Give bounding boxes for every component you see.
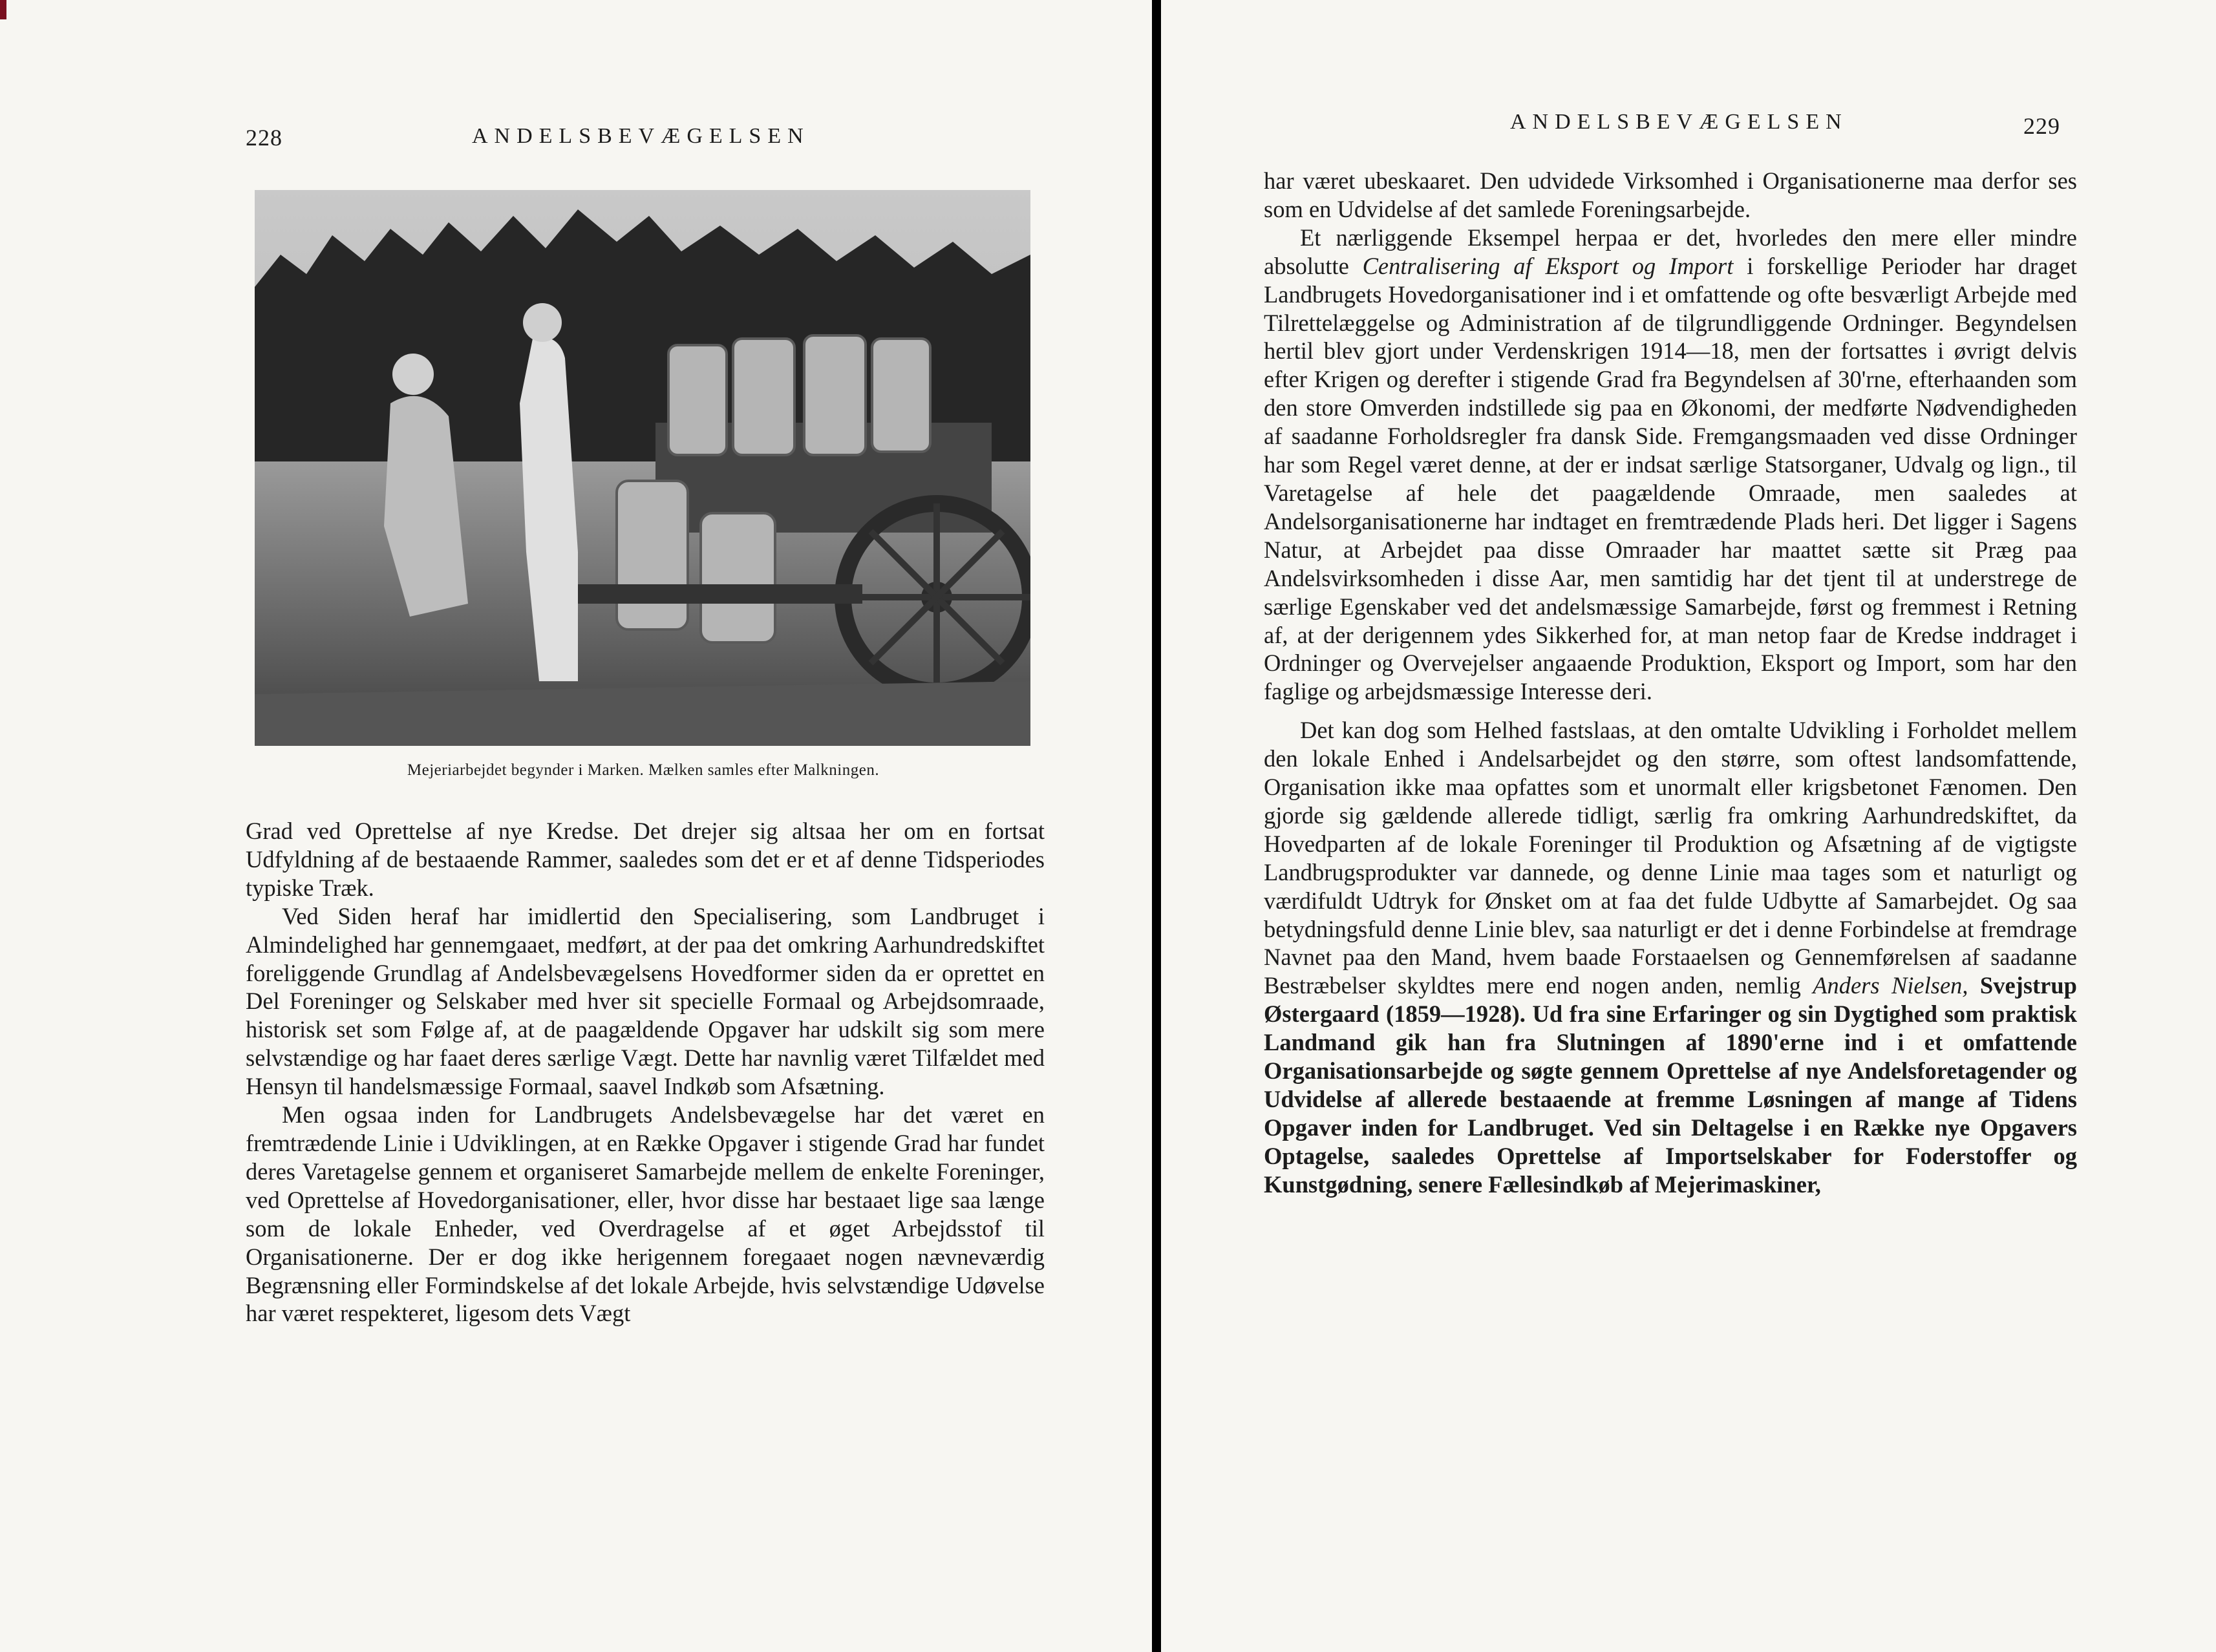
right-paragraph-3 — [1264, 706, 2077, 1198]
left-paragraph-2: Ved Siden heraf har imidlertid den Specialisering, som Landbruget i Almindelighed har gennemgaaet, medført, at der paa det omkring Aarhundredskiftet foreliggende Grundlag af Andelsbevægelsens Hovedformer siden da er oprettet en Del Foreninger og Selskaber med hver sit specielle Formaal og Arbejdsomraade, historisk set som Følge af, at de paagældende Opgaver har udskilt sig som mere selvstændige og har faaet deres særlige Vægt. Dette har navnlig været Tilfældet med Hensyn til handelsmæssige Formaal, saavel Indkøb som Afsætning. — [246, 902, 1045, 1100]
right-paragraph-3-start: Det kan dog som Helhed fastslaas, at den omtalte Udvikling i Forholdet mellem den lokale Enhed i Andelsarbejdet og den større, som oftest landsomfattende, Organisation ikke maa opfattes som et unormalt eller krigsbetonet Fænomen. Den gjorde sig gældende allerede tidligt, særlig fra omkring Aarhundredskiftet, da Hovedparten af de lokale Foreninger til Produktion og Afsætning af de vigtigste Landbrugsprodukter var dannede, og denne Linie maa tages som et naturligt og værdifuldt Udtryk for Ønsket om at faa det fulde Udbytte af Samarbejdet. Og saa betydningsfuld denne Linie blev, saa naturligt er det i denne Forbindelse at fremdrage Navnet paa den Mand, hvem baade Forstaaelsen og Gennemførelsen af saadanne Bestræbelser skyldtes mere end nogen anden, nemlig — [1264, 717, 2077, 999]
book-gutter — [1152, 0, 1161, 1652]
right-paragraph-1: har været ubeskaaret. Den udvidede Virksomhed i Organisationerne maa derfor ses som en Udvidelse af det samlede Foreningsarbejde. — [1264, 167, 2077, 222]
right-paragraph-2 — [1264, 224, 2077, 706]
left-paragraph-1: Grad ved Oprettelse af nye Kredse. Det drejer sig altsaa her om en fortsat Udfyldning af de bestaaende Rammer, saaledes som det er et af denne Tidsperiodes typiske Træk. — [246, 818, 1045, 901]
photo-caption: Mejeriarbejdet begynder i Marken. Mælken samles efter Malkningen. — [407, 761, 880, 779]
photo-milk-wagon — [255, 190, 1030, 746]
running-head-right: ANDELSBEVÆGELSEN — [1510, 110, 1848, 134]
running-head-left: ANDELSBEVÆGELSEN — [472, 124, 810, 148]
right-paragraph-2-rest: i forskellige Perioder har draget Landbrugets Hovedorganisationer ind i et omfattende og ofte besværligt Arbejde med Tilrettelæggelse og Administration af de tilgrundliggende Ordninger. Begyndelsen hertil blev gjort under Verdenskrigen 1914—18, men der fortsattes i øvrigt delvis efter Krigen og derefter i stigende Grad fra Begyndelsen af 30'rne, efterhaanden som den store Omverden indstillede sig paa en Økonomi, der medførte Nødvendigheden af saadanne Forholdsregler fra dansk Side. Fremgangsmaaden ved disse Ordninger har som Regel været denne, at der er indsat særlige Statsorganer, Udvalg og lign., til Varetagelse af hele det paagældende Omraade, men saaledes at Andelsorganisationerne har indtaget en fremtrædende Plads heri. Det ligger i Sagens Natur, at Arbejdet paa disse Omraader har maattet sætte sit Præg paa Andelsvirksomheden i disse Aar, men samtidig har det tjent til at understrege de særlige Egenskaber ved det andelsmæssige Samarbejde, først og fremmest i Retning af, at der derigennem ydes Sikkerhed for, at man netop faar de Kredse inddraget i Ordninger og Overvejelser angaaende Produktion, Eksport og Import, som har den faglige og arbejdsmæssige Interesse deri. — [1264, 252, 2077, 705]
emphasis-anders-nielsen: Anders Nielsen, — [1813, 972, 1968, 999]
emphasis-centralisering: Centralisering af Eksport og Import — [1362, 252, 1734, 279]
right-page — [1161, 0, 2216, 1652]
page-number-left: 228 — [246, 125, 282, 151]
left-body-text — [246, 817, 1045, 1328]
right-paragraph-3-rest: Svejstrup Østergaard (1859—1928). Ud fra sine Erfaringer og sin Dygtighed som praktisk Landmand gik han fra Slutningen af 1890'erne ind i et omfattende Organisationsarbejde og søgte gennem Oprettelse af nye Andelsforetagender og Udvidelse af allerede bestaaende at fremme Løsningen af mange af Tidens Opgaver inden for Landbruget. Ved sin Deltagelse i en Række nye Opgavers Optagelse, saaledes Oprettelse af Importselskaber for Foderstoffer og Kunstgødning, senere Fællesindkøb af Mejerimaskiner, — [1264, 972, 2077, 1198]
page-number-right: 229 — [2023, 113, 2060, 139]
page-edge-mark — [0, 0, 6, 19]
photo-illustration — [255, 190, 1030, 746]
right-body-text — [1264, 167, 2077, 1199]
left-paragraph-3: Men ogsaa inden for Landbrugets Andelsbevægelse har det været en fremtrædende Linie i Udviklingen, at en Række Opgaver i stigende Grad har fundet deres Varetagelse gennem et organiseret Samarbejde mellem de enkelte Foreninger, ved Oprettelse af Hovedorganisationer, eller, hvor disse har bestaaet lige saa længe som de lokale Enheder, ved Overdragelse af et øget Arbejdsstof til Organisationerne. Der er dog ikke herigennem foregaaet nogen nævneværdig Begrænsning eller Formindskelse af det lokale Arbejde, hvis selvstændige Udøvelse har været respekteret, ligesom dets Vægt — [246, 1101, 1045, 1327]
right-paragraph-2-start: Et nærliggende Eksempel herpaa er det, hvorledes den mere eller mindre absolutte — [1264, 224, 2077, 279]
